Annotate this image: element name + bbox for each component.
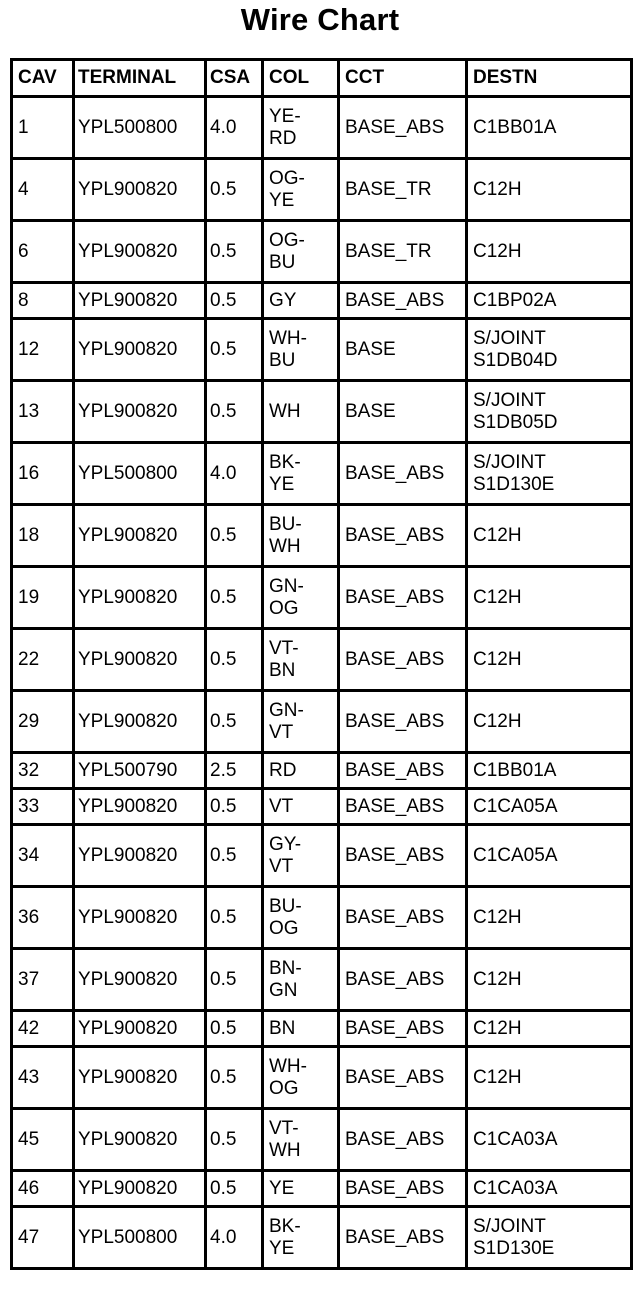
cell-destn-text: C12H: [473, 1017, 522, 1039]
wire-chart-table: [10, 58, 633, 1270]
cell-destn-text: C1CA05A: [473, 795, 558, 817]
table-row: [12, 319, 632, 381]
column-header-col: COL: [263, 60, 339, 97]
table-row: [12, 691, 632, 753]
cell-cct: [339, 221, 467, 283]
cell-cav: [12, 629, 74, 691]
cell-destn: [467, 567, 632, 629]
cell-cav: [12, 505, 74, 567]
cell-destn-text: C12H: [473, 1066, 522, 1088]
cell-csa: [206, 1207, 263, 1269]
cell-cav-text: 42: [18, 1017, 40, 1039]
cell-destn: [467, 887, 632, 949]
table-row: [12, 753, 632, 789]
cell-col: [263, 97, 339, 159]
cell-terminal-text: YPL500790: [78, 759, 178, 781]
cell-csa-text: 0.5: [210, 178, 237, 200]
cell-destn: [467, 443, 632, 505]
cell-cct-text: BASE_ABS: [345, 968, 445, 990]
cell-terminal-text: YPL900820: [78, 795, 178, 817]
cell-csa-text: 4.0: [210, 1226, 237, 1248]
table-row: [12, 567, 632, 629]
cell-cct: [339, 319, 467, 381]
cell-cct: [339, 159, 467, 221]
cell-cav: [12, 1207, 74, 1269]
cell-destn-text: S/JOINT S1DB05D: [473, 389, 558, 433]
cell-cav-text: 4: [18, 178, 29, 200]
cell-terminal-text: YPL500800: [78, 116, 178, 138]
cell-cav-text: 12: [18, 338, 40, 360]
cell-cct: [339, 887, 467, 949]
cell-destn: [467, 1207, 632, 1269]
cell-csa-text: 0.5: [210, 1177, 237, 1199]
cell-col: [263, 283, 339, 319]
cell-cav: [12, 753, 74, 789]
cell-col: [263, 1047, 339, 1109]
cell-col-text: WH- OG: [269, 1055, 307, 1099]
table-row: [12, 1109, 632, 1171]
cell-cct-text: BASE_ABS: [345, 116, 445, 138]
table-row: [12, 221, 632, 283]
cell-destn: [467, 159, 632, 221]
cell-col: [263, 1207, 339, 1269]
cell-csa-text: 0.5: [210, 1017, 237, 1039]
cell-cct: [339, 1207, 467, 1269]
cell-col: [263, 381, 339, 443]
cell-cct: [339, 753, 467, 789]
cell-terminal-text: YPL900820: [78, 338, 178, 360]
cell-destn-text: C12H: [473, 524, 522, 546]
cell-cct: [339, 1047, 467, 1109]
cell-destn: [467, 825, 632, 887]
cell-destn-text: S/JOINT S1D130E: [473, 451, 555, 495]
cell-col-text: BU- OG: [269, 895, 302, 939]
cell-csa: [206, 443, 263, 505]
cell-col: [263, 1171, 339, 1207]
table-header-row: [12, 60, 632, 97]
cell-col-text: BK- YE: [269, 451, 301, 495]
table-row: [12, 1011, 632, 1047]
cell-destn: [467, 381, 632, 443]
cell-destn: [467, 97, 632, 159]
cell-csa: [206, 825, 263, 887]
cell-csa: [206, 629, 263, 691]
cell-cav: [12, 1011, 74, 1047]
cell-cav-text: 13: [18, 400, 40, 422]
cell-cav: [12, 567, 74, 629]
cell-col: [263, 1109, 339, 1171]
cell-col-text: WH- BU: [269, 327, 307, 371]
cell-col-text: GY: [269, 289, 297, 311]
cell-csa-text: 4.0: [210, 116, 237, 138]
cell-col-text: VT- WH: [269, 1117, 301, 1161]
cell-terminal-text: YPL900820: [78, 844, 178, 866]
cell-col-text: OG- YE: [269, 167, 305, 211]
cell-csa: [206, 949, 263, 1011]
cell-cct-text: BASE_TR: [345, 178, 432, 200]
cell-cav-text: 22: [18, 648, 40, 670]
cell-csa-text: 0.5: [210, 844, 237, 866]
cell-col: [263, 887, 339, 949]
cell-col-text: GN- OG: [269, 575, 304, 619]
cell-destn-text: C12H: [473, 586, 522, 608]
cell-col: [263, 789, 339, 825]
cell-csa-text: 0.5: [210, 524, 237, 546]
table-row: [12, 97, 632, 159]
cell-cct: [339, 505, 467, 567]
cell-cct: [339, 1171, 467, 1207]
cell-terminal: [74, 753, 206, 789]
cell-terminal-text: YPL900820: [78, 1128, 178, 1150]
cell-col-text: WH: [269, 400, 301, 422]
cell-cct-text: BASE_ABS: [345, 586, 445, 608]
cell-cct-text: BASE_ABS: [345, 1017, 445, 1039]
cell-destn: [467, 789, 632, 825]
cell-col-text: GN- VT: [269, 699, 304, 743]
cell-terminal: [74, 567, 206, 629]
cell-cav: [12, 691, 74, 753]
cell-destn-text: S/JOINT S1D130E: [473, 1215, 555, 1259]
cell-destn-text: C1BB01A: [473, 116, 557, 138]
table-row: [12, 283, 632, 319]
cell-cct: [339, 825, 467, 887]
cell-terminal-text: YPL900820: [78, 906, 178, 928]
cell-destn-text: C12H: [473, 968, 522, 990]
cell-cct: [339, 283, 467, 319]
cell-csa: [206, 221, 263, 283]
cell-csa-text: 0.5: [210, 710, 237, 732]
page-title: Wire Chart: [240, 2, 400, 37]
cell-col: [263, 753, 339, 789]
cell-terminal: [74, 825, 206, 887]
cell-csa-text: 0.5: [210, 338, 237, 360]
cell-csa-text: 0.5: [210, 906, 237, 928]
cell-terminal-text: YPL900820: [78, 524, 178, 546]
cell-cct-text: BASE_ABS: [345, 844, 445, 866]
cell-col: [263, 825, 339, 887]
cell-destn: [467, 1109, 632, 1171]
cell-cav: [12, 789, 74, 825]
cell-cct-text: BASE: [345, 400, 396, 422]
cell-destn-text: C1CA03A: [473, 1128, 558, 1150]
cell-destn: [467, 319, 632, 381]
cell-cav-text: 6: [18, 240, 29, 262]
cell-destn: [467, 1171, 632, 1207]
table-row: [12, 1171, 632, 1207]
table-row: [12, 949, 632, 1011]
cell-destn-text: C12H: [473, 710, 522, 732]
cell-terminal-text: YPL900820: [78, 1066, 178, 1088]
cell-col-text: VT- BN: [269, 637, 299, 681]
cell-csa: [206, 1011, 263, 1047]
cell-cct: [339, 629, 467, 691]
cell-col: [263, 159, 339, 221]
cell-terminal-text: YPL900820: [78, 289, 178, 311]
cell-cct-text: BASE_ABS: [345, 906, 445, 928]
cell-terminal: [74, 629, 206, 691]
cell-destn: [467, 221, 632, 283]
cell-cct: [339, 789, 467, 825]
cell-terminal: [74, 1047, 206, 1109]
column-header-cct: CCT: [339, 60, 467, 97]
table-row: [12, 825, 632, 887]
cell-terminal: [74, 283, 206, 319]
cell-col: [263, 629, 339, 691]
cell-terminal-text: YPL900820: [78, 586, 178, 608]
cell-terminal: [74, 1109, 206, 1171]
cell-destn: [467, 691, 632, 753]
cell-csa-text: 0.5: [210, 968, 237, 990]
cell-cav: [12, 1109, 74, 1171]
cell-col: [263, 567, 339, 629]
table-row: [12, 887, 632, 949]
cell-terminal: [74, 1011, 206, 1047]
cell-terminal-text: YPL900820: [78, 1017, 178, 1039]
cell-terminal-text: YPL900820: [78, 648, 178, 670]
cell-terminal-text: YPL900820: [78, 968, 178, 990]
cell-cav: [12, 443, 74, 505]
cell-csa-text: 0.5: [210, 1066, 237, 1088]
cell-csa-text: 0.5: [210, 648, 237, 670]
cell-csa: [206, 97, 263, 159]
cell-destn-text: C1CA05A: [473, 844, 558, 866]
cell-destn-text: C1BB01A: [473, 759, 557, 781]
cell-cct-text: BASE_ABS: [345, 289, 445, 311]
cell-terminal-text: YPL900820: [78, 1177, 178, 1199]
cell-cct: [339, 1011, 467, 1047]
cell-terminal-text: YPL900820: [78, 240, 178, 262]
cell-csa: [206, 381, 263, 443]
table-row: [12, 789, 632, 825]
cell-cav: [12, 949, 74, 1011]
cell-cav: [12, 887, 74, 949]
cell-csa: [206, 1171, 263, 1207]
table-row: [12, 505, 632, 567]
cell-csa-text: 2.5: [210, 759, 237, 781]
cell-col: [263, 949, 339, 1011]
cell-terminal: [74, 887, 206, 949]
cell-terminal-text: YPL900820: [78, 710, 178, 732]
cell-terminal: [74, 1207, 206, 1269]
cell-destn-text: C1BP02A: [473, 289, 557, 311]
cell-cav: [12, 319, 74, 381]
cell-destn-text: C12H: [473, 178, 522, 200]
cell-cav-text: 32: [18, 759, 40, 781]
table-row: [12, 381, 632, 443]
cell-col: [263, 319, 339, 381]
cell-cct-text: BASE_ABS: [345, 648, 445, 670]
cell-terminal: [74, 381, 206, 443]
cell-cct: [339, 443, 467, 505]
column-header-cav: CAV: [12, 60, 74, 97]
cell-destn: [467, 753, 632, 789]
cell-cav-text: 1: [18, 116, 29, 138]
cell-col-text: BN- GN: [269, 957, 302, 1001]
cell-destn-text: C1CA03A: [473, 1177, 558, 1199]
cell-cct-text: BASE_ABS: [345, 759, 445, 781]
cell-cav: [12, 825, 74, 887]
cell-destn-text: C12H: [473, 240, 522, 262]
table-row: [12, 629, 632, 691]
cell-cav-text: 37: [18, 968, 40, 990]
column-header-csa: CSA: [206, 60, 263, 97]
cell-col-text: VT: [269, 795, 294, 817]
cell-destn: [467, 505, 632, 567]
cell-terminal-text: YPL900820: [78, 178, 178, 200]
cell-col: [263, 221, 339, 283]
cell-cct: [339, 949, 467, 1011]
cell-csa: [206, 753, 263, 789]
cell-terminal: [74, 789, 206, 825]
cell-destn-text: C12H: [473, 648, 522, 670]
cell-terminal: [74, 1171, 206, 1207]
cell-terminal: [74, 949, 206, 1011]
cell-col-text: BU- WH: [269, 513, 302, 557]
cell-csa: [206, 1109, 263, 1171]
cell-cav-text: 46: [18, 1177, 40, 1199]
cell-cav: [12, 1171, 74, 1207]
cell-csa: [206, 691, 263, 753]
cell-cct-text: BASE_ABS: [345, 710, 445, 732]
cell-cct-text: BASE_ABS: [345, 795, 445, 817]
cell-csa-text: 0.5: [210, 400, 237, 422]
cell-cav-text: 36: [18, 906, 40, 928]
cell-cct-text: BASE_ABS: [345, 524, 445, 546]
cell-col-text: GY- VT: [269, 833, 302, 877]
cell-csa-text: 0.5: [210, 1128, 237, 1150]
cell-cct-text: BASE_ABS: [345, 462, 445, 484]
cell-cav-text: 19: [18, 586, 40, 608]
cell-cct: [339, 97, 467, 159]
cell-cav: [12, 159, 74, 221]
cell-terminal: [74, 505, 206, 567]
cell-csa-text: 0.5: [210, 795, 237, 817]
cell-cav-text: 33: [18, 795, 40, 817]
cell-csa-text: 4.0: [210, 462, 237, 484]
cell-cct: [339, 691, 467, 753]
cell-csa-text: 0.5: [210, 586, 237, 608]
cell-col-text: YE- RD: [269, 105, 301, 149]
cell-cct-text: BASE_ABS: [345, 1177, 445, 1199]
cell-cct-text: BASE: [345, 338, 396, 360]
table-row: [12, 1207, 632, 1269]
cell-csa: [206, 1047, 263, 1109]
cell-csa-text: 0.5: [210, 289, 237, 311]
cell-cct-text: BASE_TR: [345, 240, 432, 262]
cell-cct: [339, 567, 467, 629]
table-row: [12, 159, 632, 221]
cell-cct-text: BASE_ABS: [345, 1066, 445, 1088]
cell-terminal-text: YPL500800: [78, 1226, 178, 1248]
cell-col-text: YE: [269, 1177, 295, 1199]
cell-cav: [12, 283, 74, 319]
cell-terminal: [74, 159, 206, 221]
cell-destn: [467, 283, 632, 319]
column-header-terminal: TERMINAL: [74, 60, 206, 97]
cell-cav-text: 18: [18, 524, 40, 546]
cell-destn: [467, 629, 632, 691]
cell-col: [263, 443, 339, 505]
cell-cav-text: 8: [18, 289, 29, 311]
table-body: [12, 97, 632, 1269]
cell-terminal-text: YPL500800: [78, 462, 178, 484]
cell-terminal: [74, 443, 206, 505]
cell-col-text: BN: [269, 1017, 296, 1039]
cell-cct-text: BASE_ABS: [345, 1226, 445, 1248]
cell-terminal: [74, 319, 206, 381]
cell-csa: [206, 567, 263, 629]
cell-cav: [12, 221, 74, 283]
table-row: [12, 443, 632, 505]
cell-cav-text: 47: [18, 1226, 40, 1248]
cell-col-text: OG- BU: [269, 229, 305, 273]
cell-col: [263, 505, 339, 567]
cell-cav-text: 43: [18, 1066, 40, 1088]
cell-destn: [467, 949, 632, 1011]
cell-cav-text: 34: [18, 844, 40, 866]
cell-csa: [206, 283, 263, 319]
cell-csa-text: 0.5: [210, 240, 237, 262]
cell-terminal-text: YPL900820: [78, 400, 178, 422]
table-row: [12, 1047, 632, 1109]
cell-csa: [206, 159, 263, 221]
cell-terminal: [74, 221, 206, 283]
cell-cav: [12, 97, 74, 159]
cell-cav: [12, 1047, 74, 1109]
column-header-destn: DESTN: [467, 60, 632, 97]
cell-destn: [467, 1011, 632, 1047]
cell-csa: [206, 789, 263, 825]
cell-destn-text: C12H: [473, 906, 522, 928]
cell-col: [263, 1011, 339, 1047]
cell-cct: [339, 1109, 467, 1171]
cell-cav-text: 29: [18, 710, 40, 732]
cell-col: [263, 691, 339, 753]
cell-cav: [12, 381, 74, 443]
cell-terminal: [74, 97, 206, 159]
cell-col-text: RD: [269, 759, 297, 781]
cell-terminal: [74, 691, 206, 753]
cell-csa: [206, 319, 263, 381]
cell-destn: [467, 1047, 632, 1109]
cell-cav-text: 16: [18, 462, 40, 484]
cell-destn-text: S/JOINT S1DB04D: [473, 327, 558, 371]
cell-csa: [206, 505, 263, 567]
cell-col-text: BK- YE: [269, 1215, 301, 1259]
cell-cct: [339, 381, 467, 443]
cell-csa: [206, 887, 263, 949]
cell-cav-text: 45: [18, 1128, 40, 1150]
cell-cct-text: BASE_ABS: [345, 1128, 445, 1150]
